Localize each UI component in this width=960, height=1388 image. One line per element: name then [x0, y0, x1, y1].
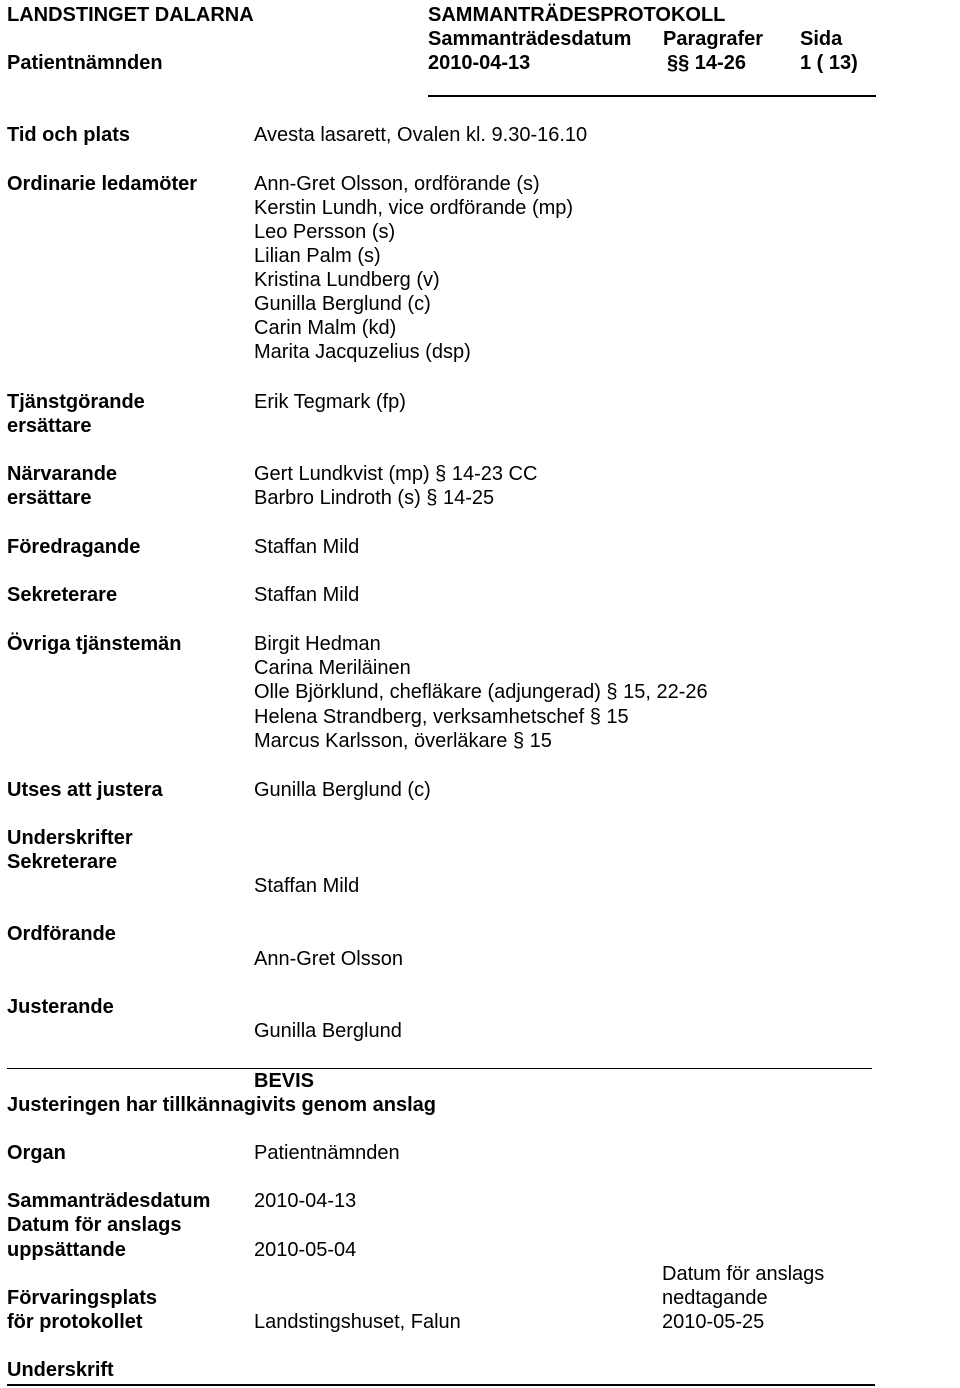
- official-item: Helena Strandberg, verksamhetschef § 15: [254, 706, 629, 728]
- presenter: Staffan Mild: [254, 536, 360, 558]
- posting-date: 2010-05-04: [254, 1239, 357, 1261]
- serving-subs-label: Tjänstgörande: [7, 391, 145, 413]
- signatures-label: Underskrifter: [7, 827, 133, 849]
- posting-label-2: uppsättande: [7, 1239, 126, 1261]
- official-item: Olle Björklund, chefläkare (adjungerad) § 15, 22-26: [254, 681, 708, 703]
- time-place: Avesta lasarett, Ovalen kl. 9.30-16.10: [254, 124, 588, 146]
- time-place-label: Tid och plats: [7, 124, 130, 146]
- member-item: Ann-Gret Olsson, ordförande (s): [254, 173, 540, 195]
- cert-date-label: Sammanträdesdatum: [7, 1190, 211, 1212]
- secretary: Staffan Mild: [254, 584, 360, 606]
- page-label: Sida: [800, 28, 843, 50]
- member-item: Leo Persson (s): [254, 221, 396, 243]
- adjuster-label: Utses att justera: [7, 779, 163, 801]
- doc-type: SAMMANTRÄDESPROTOKOLL: [428, 4, 726, 26]
- present-sub-item: Gert Lundkvist (mp) § 14-23 CC: [254, 463, 538, 485]
- official-item: Birgit Hedman: [254, 633, 381, 655]
- officials-label: Övriga tjänstemän: [7, 633, 182, 655]
- signature-adjuster-label: Justerande: [7, 996, 114, 1018]
- members-label: Ordinarie ledamöter: [7, 173, 198, 195]
- signature-secretary-name: Staffan Mild: [254, 875, 360, 897]
- signature-adjuster-name: Gunilla Berglund: [254, 1020, 402, 1042]
- cert-date: 2010-04-13: [254, 1190, 357, 1212]
- certificate-title: BEVIS: [254, 1070, 315, 1092]
- organ: Patientnämnden: [254, 1142, 400, 1164]
- meeting-date-label: Sammanträdesdatum: [428, 28, 632, 50]
- signature-chair-label: Ordförande: [7, 923, 116, 945]
- committee-name: Patientnämnden: [7, 52, 163, 74]
- secretary-label: Sekreterare: [7, 584, 118, 606]
- member-item: Kristina Lundberg (v): [254, 269, 440, 291]
- present-sub-item: Barbro Lindroth (s) § 14-25: [254, 487, 495, 509]
- signature-secretary-label: Sekreterare: [7, 851, 118, 873]
- serving-subs: Erik Tegmark (fp): [254, 391, 406, 413]
- removal-label-2: nedtagande: [662, 1287, 768, 1309]
- member-item: Carin Malm (kd): [254, 317, 397, 339]
- organ-label: Organ: [7, 1142, 66, 1164]
- removal-date: 2010-05-25: [662, 1311, 765, 1333]
- member-item: Gunilla Berglund (c): [254, 293, 431, 315]
- official-item: Marcus Karlsson, överläkare § 15: [254, 730, 552, 752]
- storage-label-2: för protokollet: [7, 1311, 143, 1333]
- presenter-label: Föredragande: [7, 536, 141, 558]
- page-number: 1 ( 13): [800, 52, 858, 74]
- header-rule: [428, 95, 876, 97]
- storage: Landstingshuset, Falun: [254, 1311, 461, 1333]
- serving-subs-label-2: ersättare: [7, 415, 92, 437]
- signature-chair-name: Ann-Gret Olsson: [254, 948, 403, 970]
- signature-label: Underskrift: [7, 1359, 114, 1381]
- certificate-subtitle: Justeringen har tillkännagivits genom anslag: [7, 1094, 436, 1116]
- official-item: Carina Meriläinen: [254, 657, 411, 679]
- member-item: Lilian Palm (s): [254, 245, 381, 267]
- adjuster: Gunilla Berglund (c): [254, 779, 431, 801]
- member-item: Marita Jacquzelius (dsp): [254, 341, 471, 363]
- removal-label: Datum för anslags: [662, 1263, 825, 1285]
- paragraphs: §§ 14-26: [667, 52, 746, 74]
- certificate-rule: [7, 1068, 872, 1069]
- posting-label: Datum för anslags: [7, 1214, 182, 1236]
- present-subs-label: Närvarande: [7, 463, 118, 485]
- present-subs-label-2: ersättare: [7, 487, 92, 509]
- paragraphs-label: Paragrafer: [663, 28, 764, 50]
- signature-line: [7, 1384, 875, 1386]
- storage-label: Förvaringsplats: [7, 1287, 158, 1309]
- member-item: Kerstin Lundh, vice ordförande (mp): [254, 197, 574, 219]
- meeting-date: 2010-04-13: [428, 52, 531, 74]
- org-name: LANDSTINGET DALARNA: [7, 4, 254, 26]
